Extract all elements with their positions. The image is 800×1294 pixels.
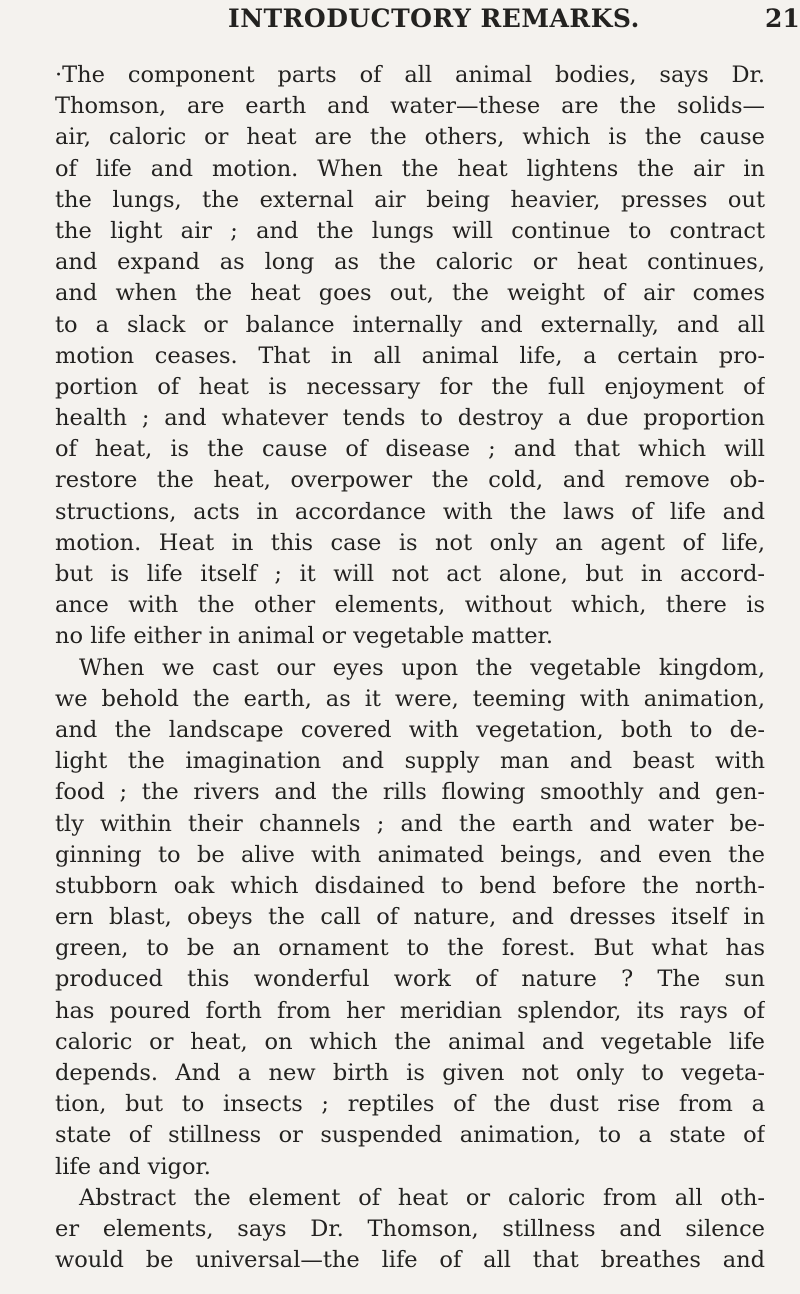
text-line: ance with the other elements, without which, there is	[55, 592, 765, 619]
text-line: produced this wonderful work of nature ? The sun	[55, 966, 765, 993]
text-line: food ; the rivers and the rills flowing smoothly and gen-	[55, 779, 765, 806]
text-line: has poured forth from her meridian splendor, its rays of	[55, 997, 765, 1024]
running-head	[0, 2, 800, 40]
text-line: motion ceases. That in all animal life, a certain pro-	[55, 342, 765, 369]
text-line: and the landscape covered with vegetation, both to de-	[55, 716, 765, 743]
page-number: 21	[765, 4, 800, 33]
text-line: tion, but to insects ; reptiles of the dust rise from a	[55, 1091, 765, 1118]
text-line: life and vigor.	[55, 1153, 211, 1180]
text-line: When we cast our eyes upon the vegetable kingdom,	[79, 654, 765, 681]
text-line: ern blast, obeys the call of nature, and dresses itself in	[55, 904, 765, 931]
text-line: er elements, says Dr. Thomson, stillness and silence	[55, 1215, 765, 1242]
text-line: Thomson, are earth and water—these are the solids—	[55, 93, 765, 120]
text-line: stubborn oak which disdained to bend before the north-	[55, 872, 765, 899]
text-line: light the imagination and supply man and beast with	[55, 748, 765, 775]
text-line: Abstract the element of heat or caloric from all oth-	[79, 1184, 765, 1211]
text-line: the lungs, the external air being heavier, presses out	[55, 186, 765, 213]
text-line: structions, acts in accordance with the laws of life and	[55, 498, 765, 525]
text-line: and expand as long as the caloric or heat continues,	[55, 249, 765, 276]
text-line: but is life itself ; it will not act alone, but in accord-	[55, 561, 765, 587]
text-line: and when the heat goes out, the weight of air comes	[55, 280, 765, 307]
text-line: tly within their channels ; and the earth and water be-	[55, 810, 765, 837]
text-line: air, caloric or heat are the others, which is the cause	[55, 124, 765, 151]
body-text	[55, 60, 765, 1276]
text-line: health ; and whatever tends to destroy a due proportion	[55, 405, 765, 432]
text-line: of life and motion. When the heat lightens the air in	[55, 155, 765, 182]
text-line: green, to be an ornament to the forest. But what has	[55, 935, 765, 962]
text-line: we behold the earth, as it were, teeming with animation,	[55, 685, 765, 712]
text-line: the light air ; and the lungs will continue to contract	[55, 217, 765, 244]
running-head-title: INTRODUCTORY REMARKS.	[228, 4, 640, 33]
text-line: portion of heat is necessary for the full enjoyment of	[55, 373, 765, 400]
text-line: no life either in animal or vegetable matter.	[55, 623, 553, 650]
text-line: ginning to be alive with animated beings, and even the	[55, 841, 765, 868]
text-line: restore the heat, overpower the cold, and remove ob-	[55, 467, 765, 494]
text-line: motion. Heat in this case is not only an agent of life,	[55, 529, 765, 556]
text-line: caloric or heat, on which the animal and vegetable life	[55, 1028, 765, 1055]
text-line: of heat, is the cause of disease ; and that which will	[55, 436, 765, 463]
text-line: depends. And a new birth is given not only to vegeta-	[55, 1060, 765, 1086]
text-line: would be universal—the life of all that breathes and	[55, 1247, 765, 1274]
text-line: ·The component parts of all animal bodies, says Dr.	[55, 62, 765, 88]
text-line: state of stillness or suspended animation, to a state of	[55, 1122, 765, 1149]
text-line: to a slack or balance internally and externally, and all	[55, 311, 765, 338]
